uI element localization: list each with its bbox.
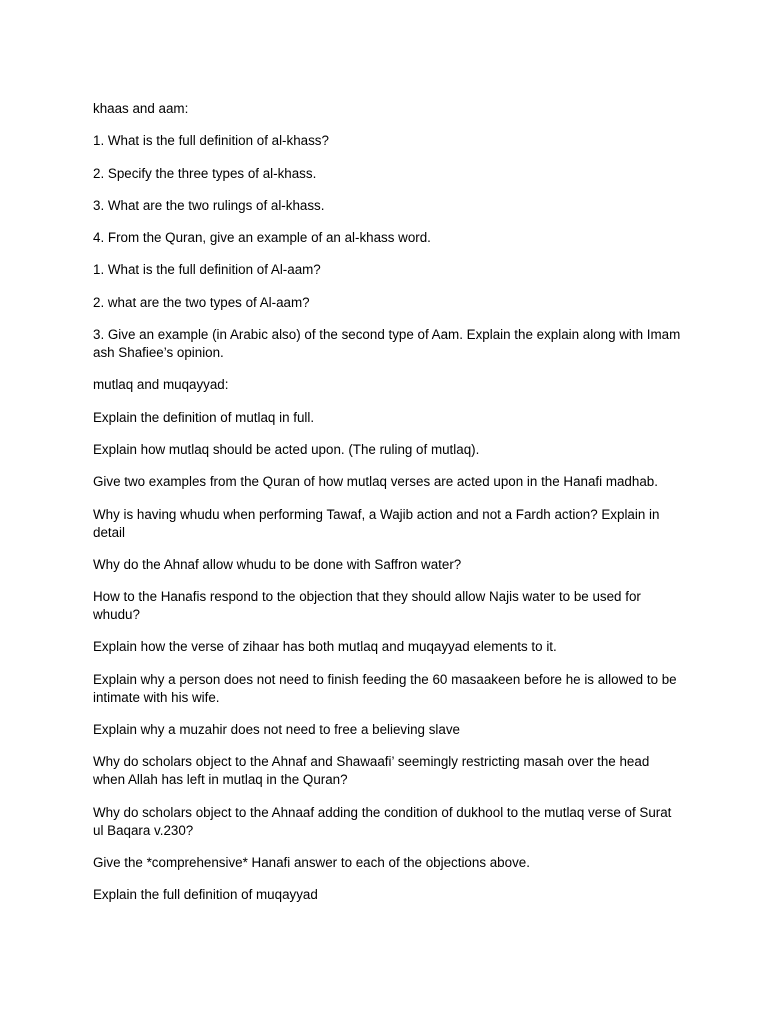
question-mutlaq-examples: Give two examples from the Quran of how mutlaq verses are acted upon in the Hanafi madhab.: [93, 474, 658, 490]
question-aam-3: 3. Give an example (in Arabic also) of the second type of Aam. Explain the explain along with Imam ash Shafiee’s opinion.: [93, 327, 681, 361]
question-muqayyad-definition: Explain the full definition of muqayyad: [93, 887, 318, 903]
question-hanafi-answer: Give the *comprehensive* Hanafi answer to each of the objections above.: [93, 854, 530, 870]
question-khass-4: 4. From the Quran, give an example of an al-khass word.: [93, 230, 431, 246]
question-khass-2: 2. Specify the three types of al-khass.: [93, 165, 317, 181]
question-masah-objection: Why do scholars object to the Ahnaf and Shawaafi’ seemingly restricting masah over the head when Allah has left in mutlaq in the Quran?: [93, 754, 650, 788]
section-heading-mutlaq-muqayyad: mutlaq and muqayyad:: [93, 377, 229, 393]
question-tawaf-whudu: Why is having whudu when performing Tawaf, a Wajib action and not a Fardh action? Explain in detail: [93, 506, 660, 540]
document-page: [93, 100, 683, 919]
question-saffron-water: Why do the Ahnaf allow whudu to be done with Saffron water?: [93, 556, 462, 572]
question-mutlaq-ruling: Explain how mutlaq should be acted upon. (The ruling of mutlaq).: [93, 441, 480, 457]
question-muzahir-slave: Explain why a muzahir does not need to free a believing slave: [93, 722, 460, 738]
section-heading-khaas-aam: khaas and aam:: [93, 101, 189, 116]
question-aam-1: 1. What is the full definition of Al-aam?: [93, 262, 321, 278]
question-dukhool-objection: Why do scholars object to the Ahnaaf adding the condition of dukhool to the mutlaq verse of Surat ul Baqara v.230?: [93, 804, 672, 838]
question-najis-water: How to the Hanafis respond to the objection that they should allow Najis water to be used for whudu?: [93, 589, 641, 623]
question-zihaar-verse: Explain how the verse of zihaar has both mutlaq and muqayyad elements to it.: [93, 639, 557, 655]
question-feeding-masaakeen: Explain why a person does not need to finish feeding the 60 masaakeen before he is allowed to be intimate with his wife.: [93, 671, 677, 705]
question-aam-2: 2. what are the two types of Al-aam?: [93, 294, 310, 310]
question-mutlaq-definition: Explain the definition of mutlaq in full.: [93, 409, 315, 425]
question-khass-1: 1. What is the full definition of al-khass?: [93, 133, 329, 149]
question-khass-3: 3. What are the two rulings of al-khass.: [93, 197, 325, 213]
